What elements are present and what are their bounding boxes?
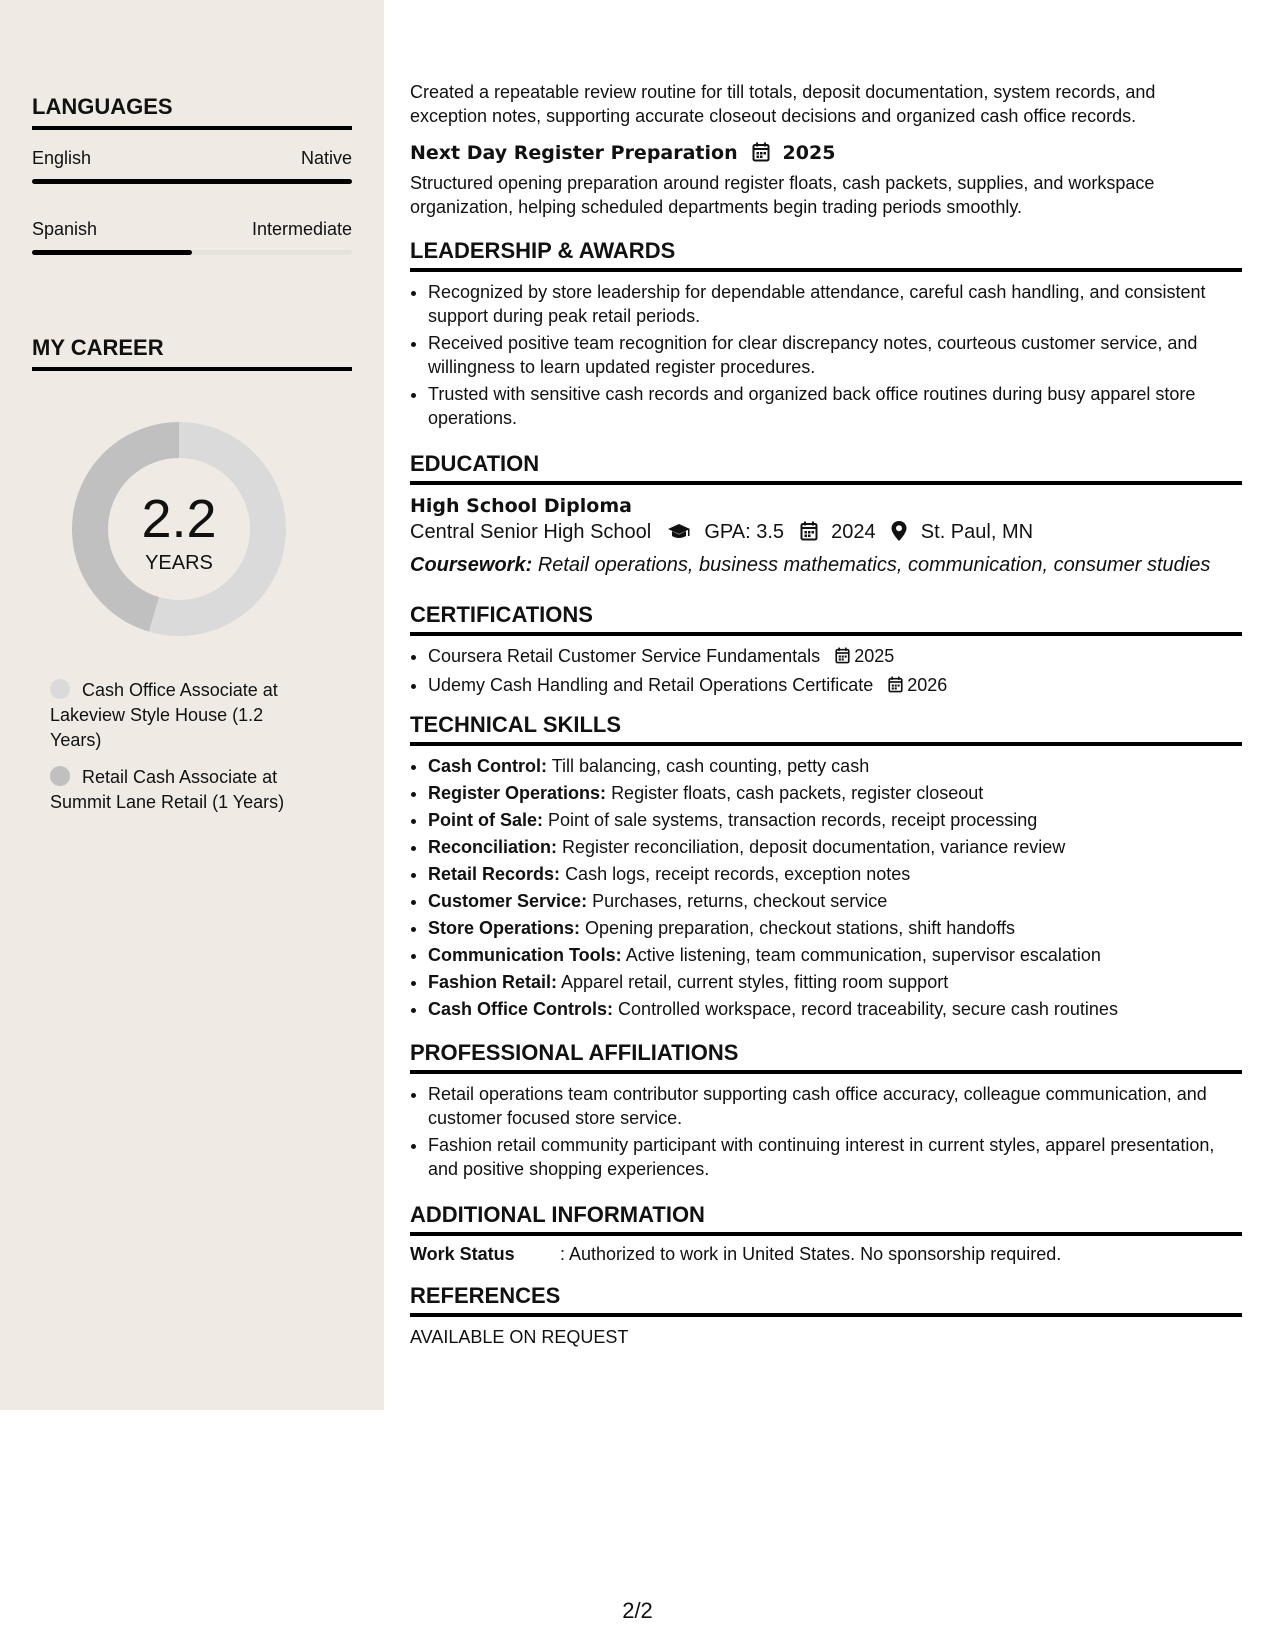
skill-text: Opening preparation, checkout stations, shift handoffs (585, 918, 1015, 938)
career-years-unit: YEARS (145, 552, 213, 574)
leadership-heading: LEADERSHIP & AWARDS (410, 238, 1242, 272)
language-proficiency-fill (32, 179, 352, 184)
legend-dot-icon (50, 766, 70, 786)
skill-label: Cash Control: (428, 756, 547, 776)
languages-heading: LANGUAGES (32, 94, 352, 130)
skill-label: Customer Service: (428, 891, 588, 911)
skill-label: Fashion Retail: (428, 972, 558, 992)
language-name: Spanish (32, 219, 98, 239)
education-section (410, 451, 1242, 580)
leadership-item: • Trusted with sensitive cash records and organized back office routines during busy apparel store operations. (428, 382, 1242, 430)
certification-year: 2026 (907, 675, 948, 695)
career-legend-item (50, 678, 310, 753)
skill-label: Register Operations: (428, 783, 607, 803)
skill-label: Store Operations: (428, 918, 581, 938)
graduation-cap-icon (667, 520, 691, 550)
affiliations-list (410, 1082, 1242, 1181)
gpa: GPA: 3.5 (704, 521, 785, 543)
education-details (410, 517, 1242, 550)
skill-text: Point of sale systems, transaction records, receipt processing (548, 810, 1038, 830)
language-item (32, 148, 352, 184)
career-legend-label: Retail Cash Associate at Summit Lane Retail (1 Years) (50, 767, 285, 812)
languages-section (32, 94, 352, 255)
school-location: St. Paul, MN (920, 521, 1034, 543)
coursework-label: Coursework: (410, 554, 533, 576)
affiliations-section (410, 1040, 1242, 1184)
intro-text: Created a repeatable review routine for till totals, deposit documentation, system records, and exception notes, supporting accurate closeout decisions and organized cash office records. (410, 82, 1156, 126)
coursework (410, 550, 1242, 580)
language-level: Native (300, 148, 352, 168)
calendar-icon (888, 675, 903, 699)
certification-item (428, 644, 1242, 670)
skills-section (410, 712, 1242, 1024)
certifications-list (410, 644, 1242, 699)
legend-dot-icon (50, 679, 70, 699)
degree-title: High School Diploma (410, 495, 632, 517)
skill-text: Purchases, returns, checkout service (592, 891, 888, 911)
references-section (410, 1283, 1242, 1348)
project-year: 2025 (782, 142, 836, 164)
certification-name: Udemy Cash Handling and Retail Operations Certificate (428, 675, 874, 695)
skill-item (428, 889, 1242, 913)
skill-item (428, 997, 1242, 1021)
skill-item (428, 916, 1242, 940)
skill-text: Cash logs, receipt records, exception notes (565, 864, 911, 884)
leadership-list (410, 280, 1242, 430)
career-legend-label: Cash Office Associate at Lakeview Style House (1.2 Years) (50, 680, 278, 750)
skill-item (428, 970, 1242, 994)
work-status-value: : Authorized to work in United States. No sponsorship required. (560, 1244, 1062, 1264)
affiliations-heading: PROFESSIONAL AFFILIATIONS (410, 1040, 1242, 1074)
references-text: AVAILABLE ON REQUEST (410, 1327, 629, 1347)
career-section (32, 335, 352, 371)
career-legend-item (50, 765, 310, 815)
work-status-row (410, 1244, 1242, 1265)
career-total-years: 2.2 (141, 489, 217, 549)
school-name: Central Senior High School (410, 521, 652, 543)
skill-text: Active listening, team communication, supervisor escalation (625, 945, 1101, 965)
skills-list (410, 754, 1242, 1021)
language-item (32, 219, 352, 255)
additional-info-section (410, 1202, 1242, 1265)
calendar-icon (835, 646, 850, 670)
language-proficiency-fill (32, 250, 192, 255)
skill-item (428, 835, 1242, 859)
leadership-item: • Recognized by store leadership for dependable attendance, careful cash handling, and consistent support during peak retail periods. (428, 280, 1242, 328)
references-heading: REFERENCES (410, 1283, 1242, 1317)
skill-label: Communication Tools: (428, 945, 622, 965)
sidebar (0, 0, 384, 1410)
career-donut-chart (66, 416, 292, 642)
skill-label: Point of Sale: (428, 810, 544, 830)
skill-item (428, 862, 1242, 886)
certification-name: Coursera Retail Customer Service Fundamentals (428, 646, 821, 666)
page-number: 2/2 (622, 1598, 653, 1623)
affiliation-item: • Retail operations team contributor supporting cash office accuracy, colleague communication, and customer focused store service. (428, 1082, 1242, 1130)
skill-item (428, 781, 1242, 805)
project-item (410, 142, 1242, 219)
language-name: English (32, 148, 92, 168)
skill-item (428, 808, 1242, 832)
coursework-text: Retail operations, business mathematics, communication, consumer studies (537, 554, 1211, 576)
certifications-section (410, 602, 1242, 702)
certifications-heading: CERTIFICATIONS (410, 602, 1242, 636)
language-level: Intermediate (251, 219, 352, 239)
skill-text: Apparel retail, current styles, fitting room support (561, 972, 949, 992)
skill-item (428, 754, 1242, 778)
skill-text: Register floats, cash packets, register closeout (611, 783, 984, 803)
graduation-year: 2024 (831, 521, 876, 543)
additional-info-heading: ADDITIONAL INFORMATION (410, 1202, 1242, 1236)
language-proficiency-bar (32, 250, 352, 255)
location-pin-icon (891, 520, 907, 550)
language-proficiency-bar (32, 179, 352, 184)
skill-label: Reconciliation: (428, 837, 558, 857)
skill-item (428, 943, 1242, 967)
affiliation-item: • Fashion retail community participant with continuing interest in current styles, apparel presentation, and positive shopping experiences. (428, 1133, 1242, 1181)
skill-text: Controlled workspace, record traceability, secure cash routines (618, 999, 1118, 1019)
work-status-label: Work Status (410, 1244, 515, 1264)
calendar-icon (752, 142, 770, 167)
certification-year: 2025 (854, 646, 895, 666)
education-heading: EDUCATION (410, 451, 1242, 485)
project-description: Structured opening preparation around register floats, cash packets, supplies, and workspace organization, helping scheduled departments begin trading periods smoothly. (410, 173, 1155, 217)
calendar-icon (800, 520, 818, 550)
career-heading: MY CAREER (32, 335, 352, 371)
skill-label: Retail Records: (428, 864, 561, 884)
project-title: Next Day Register Preparation (410, 142, 738, 164)
skills-heading: TECHNICAL SKILLS (410, 712, 1242, 746)
skill-text: Register reconciliation, deposit documentation, variance review (562, 837, 1066, 857)
leadership-section (410, 238, 1242, 433)
skill-text: Till balancing, cash counting, petty cash (551, 756, 870, 776)
leadership-item: • Received positive team recognition for clear discrepancy notes, courteous customer service, and willingness to learn updated register procedures. (428, 331, 1242, 379)
skill-label: Cash Office Controls: (428, 999, 614, 1019)
certification-item (428, 673, 1242, 699)
